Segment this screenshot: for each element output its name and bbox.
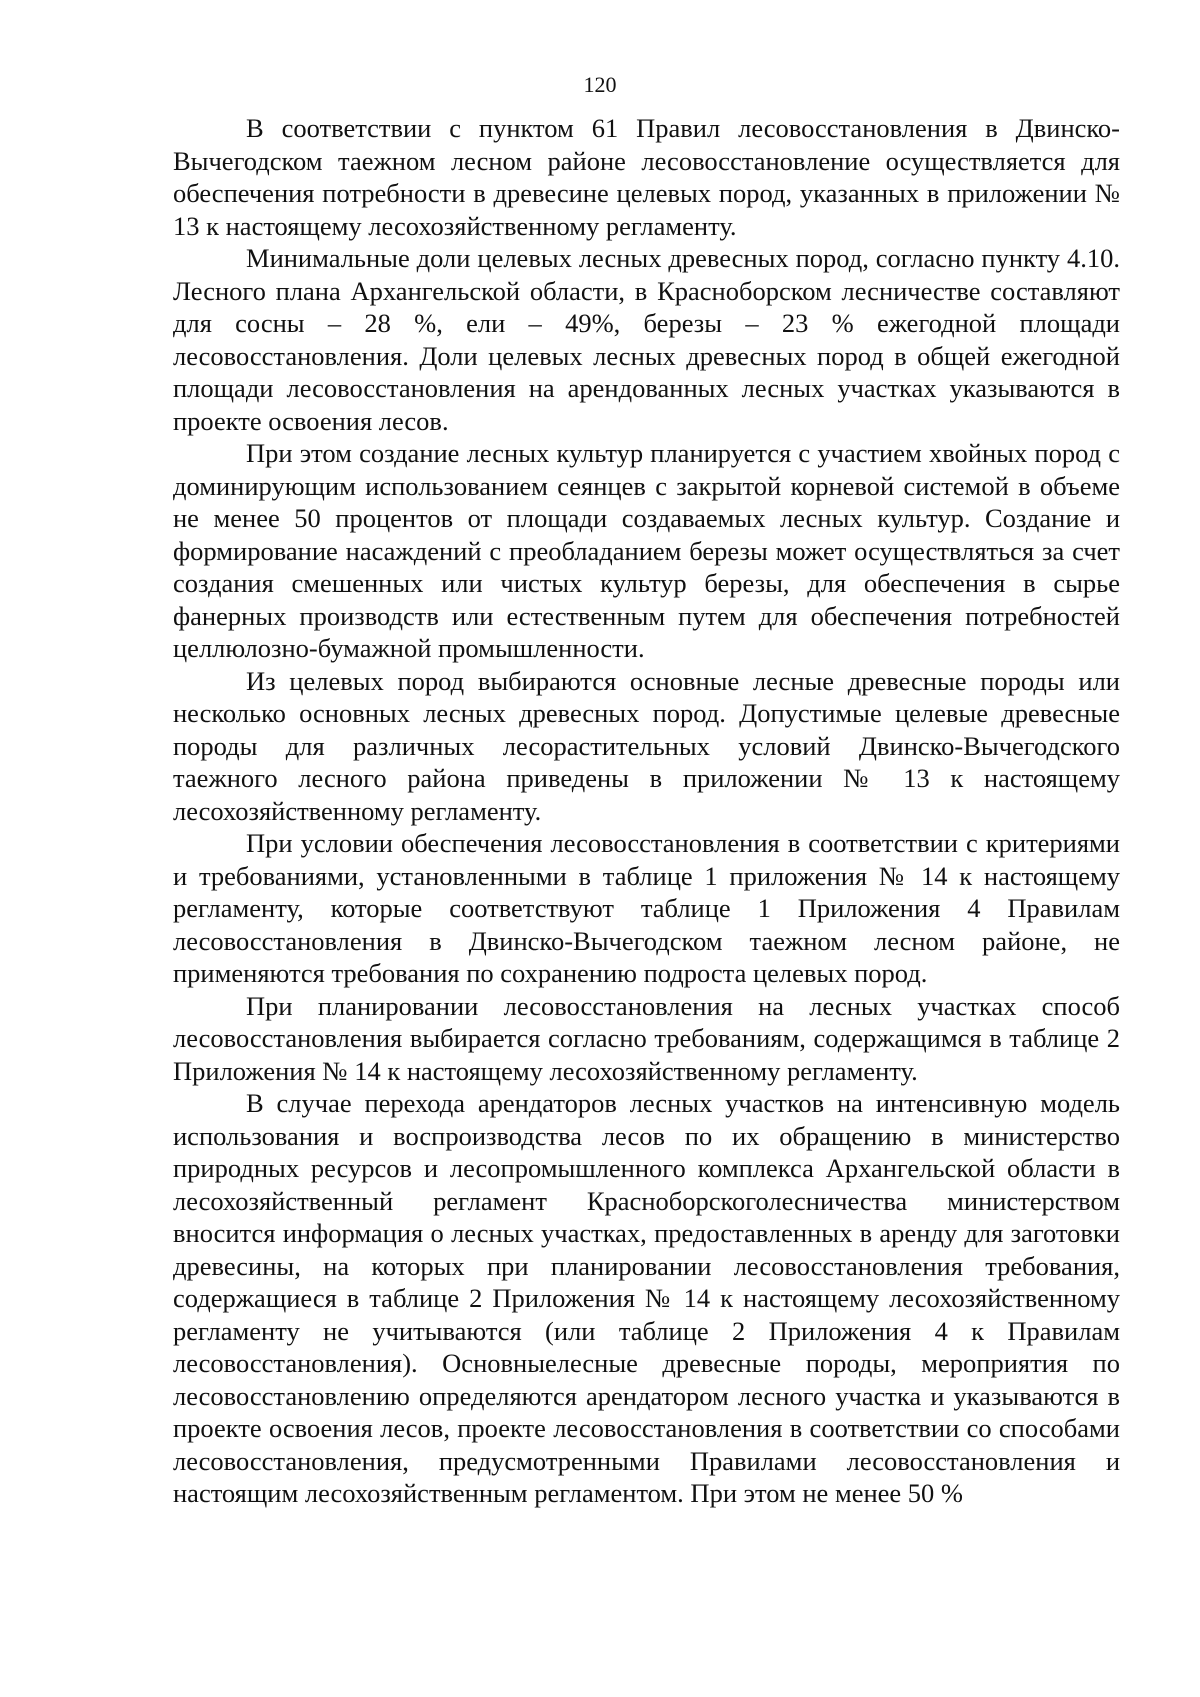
paragraph-undergrowth-criteria: При условии обеспечения лесовосстановления в соответствии с критериями и требованиями, установленными в таблице 1 приложения № 14 к настоящему регламенту, которые соответствуют таблице 1 Приложения 4 Правилам лесовосстановления в Двинско-Вычегодском таежном лесном районе, не применяются требования по сохранению подроста целевых пород. <box>173 828 1120 988</box>
paragraph-method-selection: При планировании лесовосстановления на лесных участках способ лесовосстановления выбирается согласно требованиям, содержащимся в таблице 2 Приложения № 14 к настоящему лесохозяйственному регламенту. <box>173 990 1120 1086</box>
paragraph-target-species: Из целевых пород выбираются основные лесные древесные породы или несколько основных лесных древесных пород. Допустимые целевые древесные породы для различных лесорастительных условий Двинско-Вычегодского таежного лесного района приведены в приложении № 13 к настоящему лесохозяйственному регламенту. <box>173 665 1120 826</box>
paragraph-reforestation-rules: В соответствии с пунктом 61 Правил лесовосстановления в Двинско-Вычегодском таежном лесном районе лесовосстановление осуществляется для обеспечения потребности в древесине целевых пород, указанных в приложении № 13 к настоящему лесохозяйственному регламенту. <box>173 113 1120 241</box>
page-number: 120 <box>583 72 617 97</box>
paragraph-minimum-shares: Минимальные доли целевых лесных древесных пород, согласно пункту 4.10. Лесного плана Архангельской области, в Красноборском лесничестве составляют для сосны – 28 %, ели – 49%, березы – 23 % ежегодной площади лесовосстановления. Доли целевых лесных древесных пород в общей ежегодной площади лесовосстановления на арендованных лесных участках указываются в проекте освоения лесов. <box>173 243 1120 436</box>
document-body <box>173 112 1120 1510</box>
paragraph-intensive-model: В случае перехода арендаторов лесных участков на интенсивную модель использования и воспроизводства лесов по их обращению в министерство природных ресурсов и лесопромышленного комплекса Архангельской области в лесохозяйственный регламент Красноборскоголесничества министерством вносится информация о лесных участках, предоставленных в аренду для заготовки древесины, на которых при планировании лесовосстановления требования, содержащиеся в таблице 2 Приложения № 14 к настоящему лесохозяйственному регламенту не учитываются (или таблице 2 Приложения 4 к Правилам лесовосстановления). Основныелесные древесные породы, мероприятия по лесовосстановлению определяются арендатором лесного участка и указываются в проекте освоения лесов, проекте лесовосстановления в соответствии со способами лесовосстановления, предусмотренными Правилами лесовосстановления и настоящим лесохозяйственным регламентом. При этом не менее 50 % <box>173 1088 1120 1508</box>
paragraph-forest-cultures: При этом создание лесных культур планируется с участием хвойных пород с доминирующим использованием сеянцев с закрытой корневой системой в объеме не менее 50 процентов от площади создаваемых лесных культур. Создание и формирование насаждений с преобладанием березы может осуществляться за счет создания смешенных или чистых культур березы, для обеспечения в сырье фанерных производств или естественным путем для обеспечения потребностей целлюлозно-бумажной промышленности. <box>173 438 1120 663</box>
